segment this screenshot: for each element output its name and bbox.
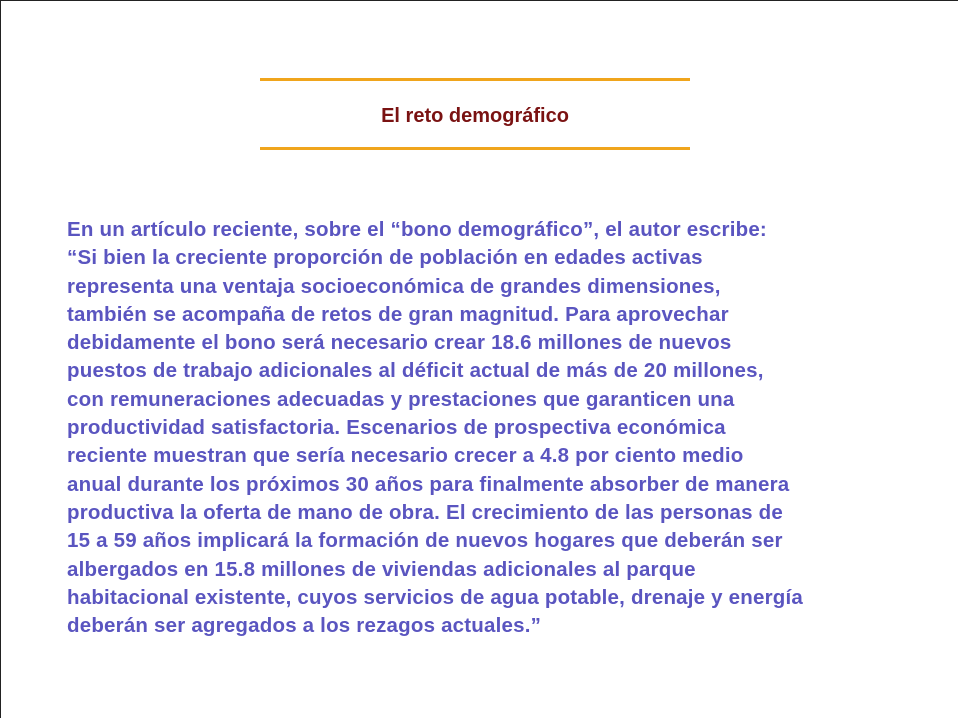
top-divider: [260, 78, 690, 81]
text-line: con remuneraciones adecuadas y prestaciones que garanticen una: [67, 387, 735, 411]
slide-title: El reto demográfico: [381, 105, 569, 127]
text-line: productividad satisfactoria. Escenarios de prospectiva económica: [67, 416, 726, 440]
text-line: debidamente el bono será necesario crear 18.6 millones de nuevos: [67, 331, 732, 355]
text-line: “Si bien la creciente proporción de población en edades activas: [67, 246, 703, 270]
text-line: albergados en 15.8 millones de viviendas adicionales al parque: [67, 557, 696, 581]
text-line: reciente muestran que sería necesario crecer a 4.8 por ciento medio: [67, 444, 744, 468]
body-paragraph: [67, 216, 947, 640]
text-line: puestos de trabajo adicionales al déficit actual de más de 20 millones,: [67, 359, 764, 383]
text-line: representa una ventaja socioeconómica de grandes dimensiones,: [67, 274, 721, 298]
text-line: también se acompaña de retos de gran magnitud. Para aprovechar: [67, 302, 729, 326]
text-line: anual durante los próximos 30 años para finalmente absorber de manera: [67, 472, 790, 496]
text-line: habitacional existente, cuyos servicios de agua potable, drenaje y energía: [67, 585, 803, 609]
text-line: deberán ser agregados a los rezagos actuales.”: [67, 614, 542, 638]
text-line: En un artículo reciente, sobre el “bono demográfico”, el autor escribe:: [67, 218, 767, 241]
text-line: productiva la oferta de mano de obra. El crecimiento de las personas de: [67, 500, 783, 524]
text-line: 15 a 59 años implicará la formación de nuevos hogares que deberán ser: [67, 529, 783, 553]
bottom-divider: [260, 147, 690, 150]
